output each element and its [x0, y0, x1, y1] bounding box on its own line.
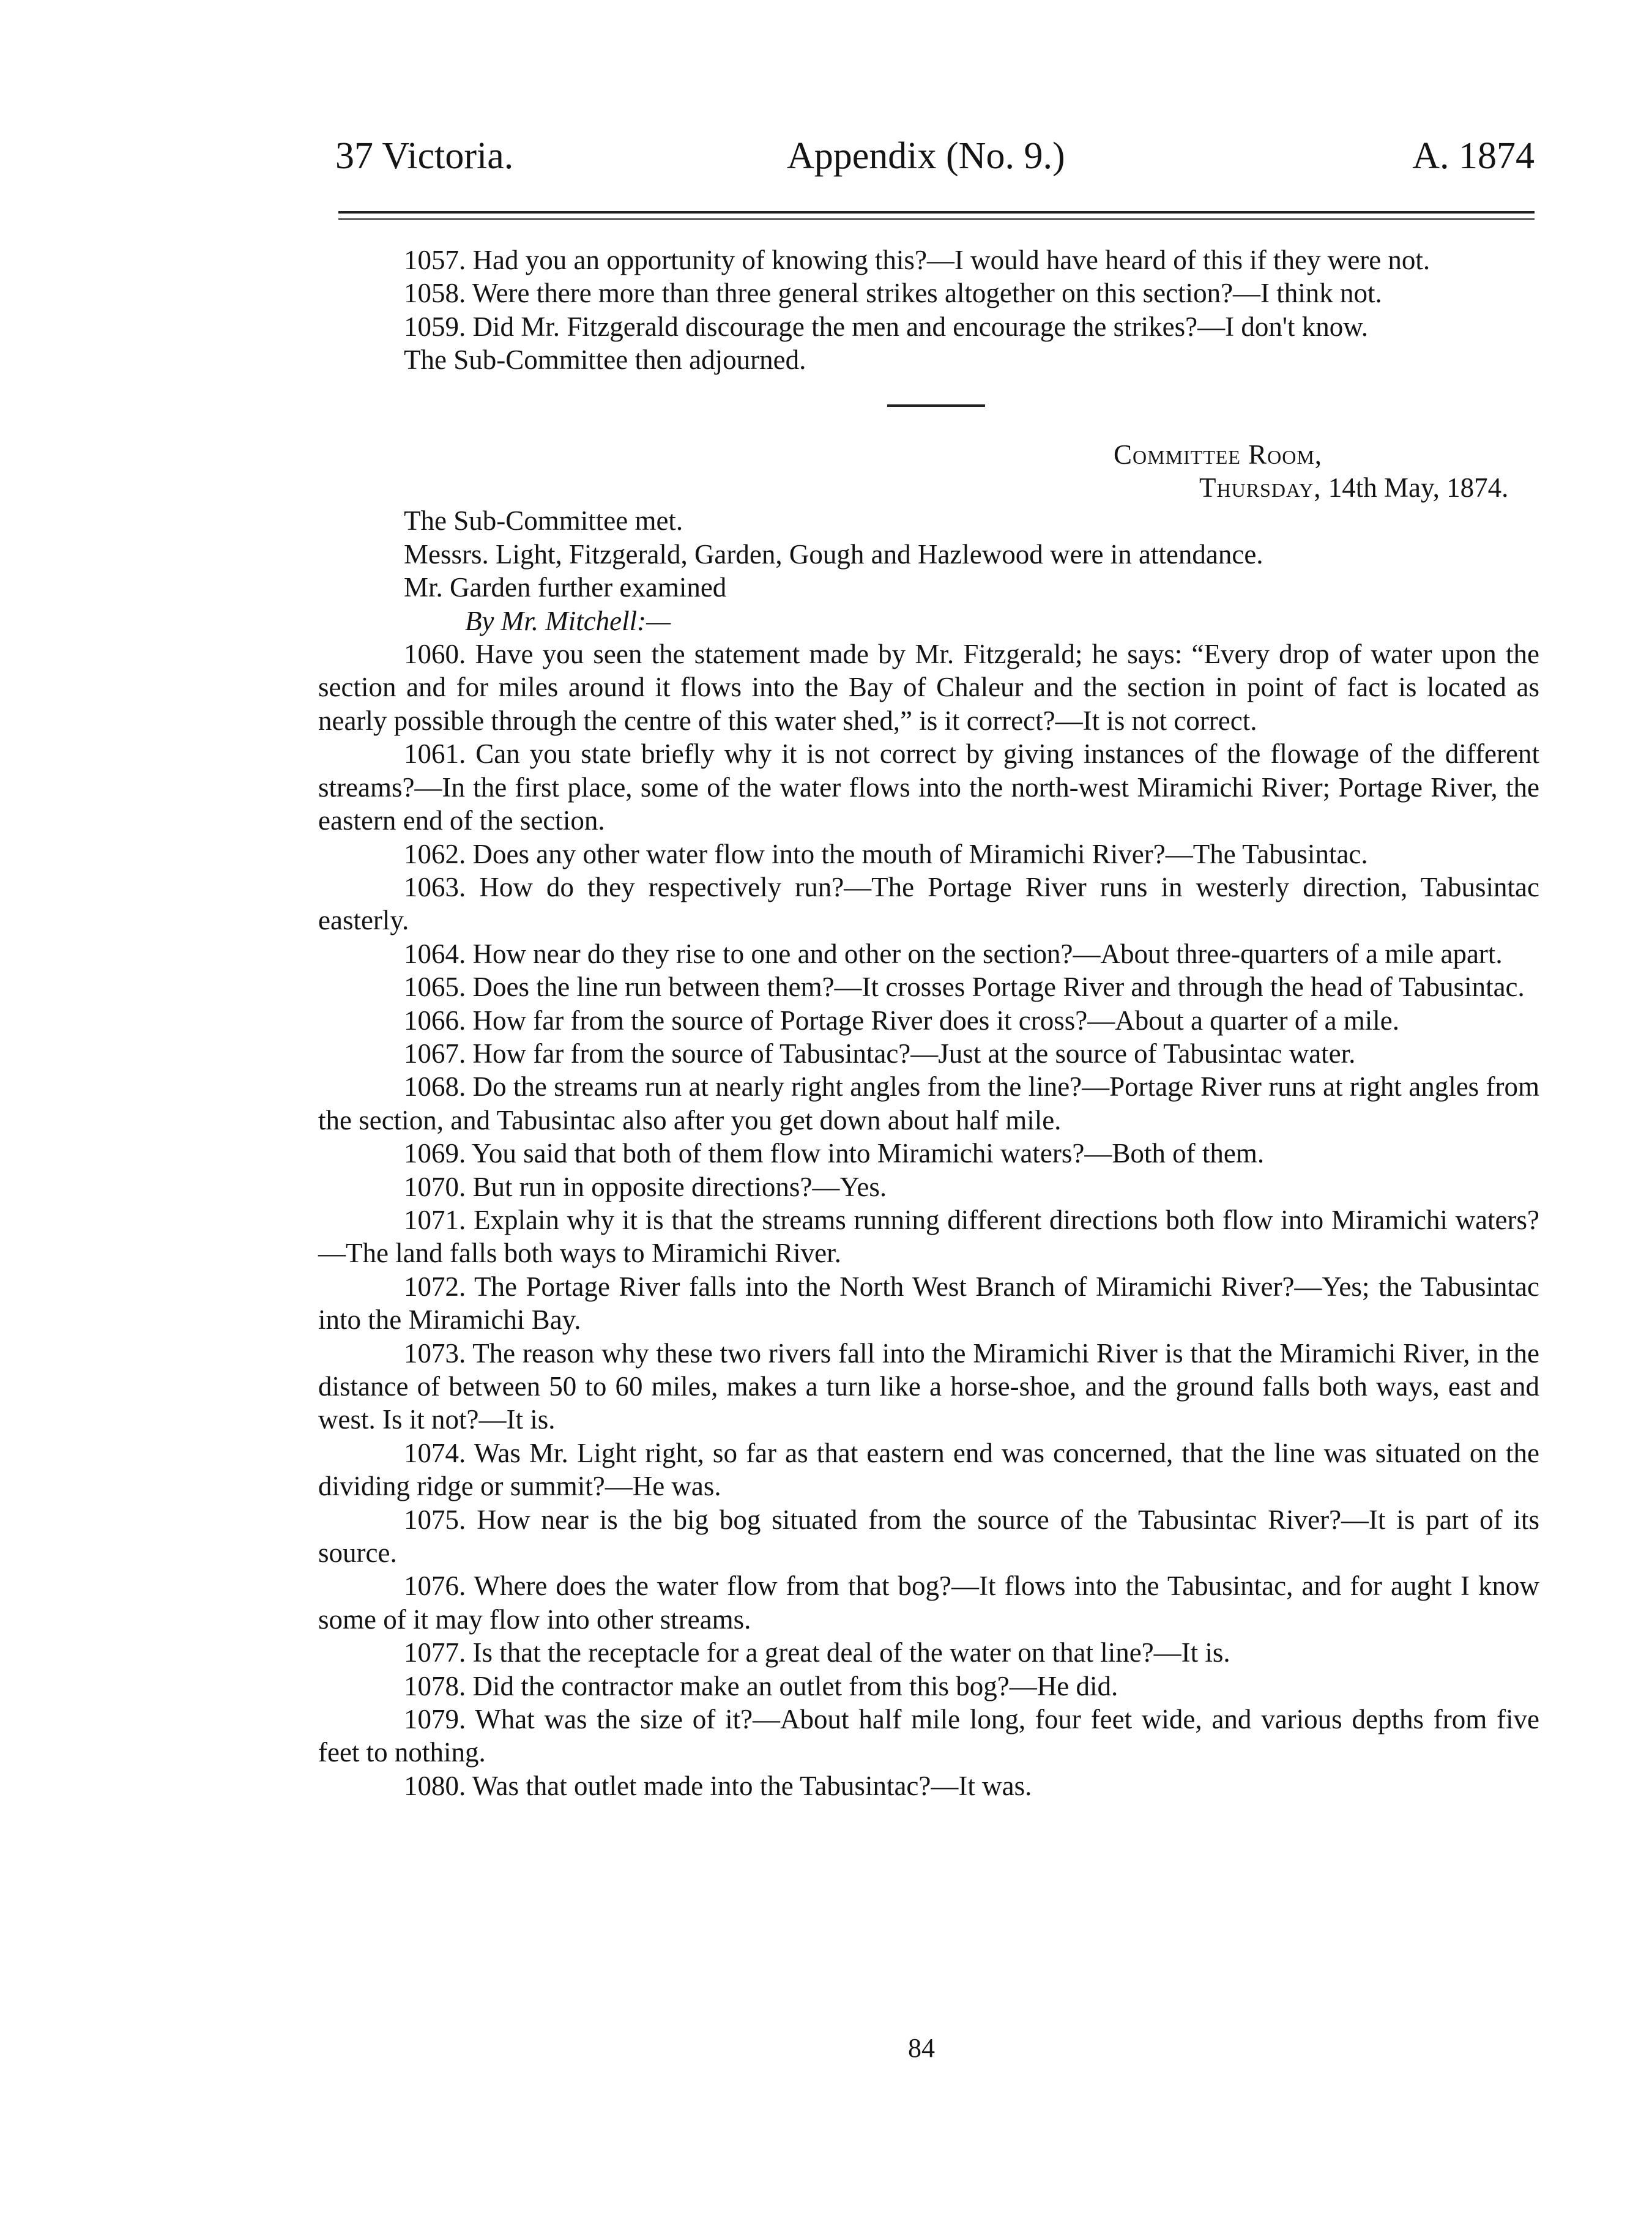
question-1058: 1058. Were there more than three general strikes altogether on this section?—I think not.: [404, 278, 1382, 309]
question-1077: 1077. Is that the receptacle for a great deal of the water on that line?—It is.: [404, 1637, 1230, 1668]
question-1071: 1071. Explain why it is that the streams running different directions both flow into Miramichi waters?—The land falls both ways to Miramichi River.: [318, 1204, 1539, 1269]
question-1079: 1079. What was the size of it?—About half mile long, four feet wide, and various depths from five feet to nothing.: [318, 1704, 1539, 1768]
question-1068: 1068. Do the streams run at nearly right angles from the line?—Portage River runs at right angles from the section, and Tabusintac also after you get down about half mile.: [318, 1071, 1539, 1136]
question-1070: 1070. But run in opposite directions?—Yes.: [404, 1171, 887, 1202]
question-1076: 1076. Where does the water flow from that bog?—It flows into the Tabusintac, and for aught I know some of it may flow into other streams.: [318, 1571, 1539, 1635]
body-text: [318, 244, 1539, 1802]
section-divider: [318, 377, 1539, 438]
question-1073: 1073. The reason why these two rivers fall into the Miramichi River is that the Miramichi River, in the distance of between 50 to 60 miles, makes a turn like a horse-shoe, and the ground falls both ways, east and west. Is it not?—It is.: [318, 1337, 1539, 1435]
question-1059: 1059. Did Mr. Fitzgerald discourage the men and encourage the strikes?—I don't know.: [404, 311, 1369, 342]
page-number: 84: [908, 2033, 935, 2063]
divider-rule: [887, 404, 985, 407]
question-1080: 1080. Was that outlet made into the Tabusintac?—It was.: [404, 1770, 1032, 1801]
question-1074: 1074. Was Mr. Light right, so far as that eastern end was concerned, that the line was situated on the dividing ridge or summit?—He was.: [318, 1437, 1539, 1502]
question-1066: 1066. How far from the source of Portage River does it cross?—About a quarter of a mile.: [404, 1005, 1400, 1036]
question-1063: 1063. How do they respectively run?—The Portage River runs in westerly direction, Tabusintac easterly.: [318, 871, 1539, 936]
header-session: 37 Victoria.: [335, 135, 514, 177]
question-1057: 1057. Had you an opportunity of knowing this?—I would have heard of this if they were not.: [404, 245, 1431, 275]
meeting-met: The Sub-Committee met.: [404, 505, 683, 537]
meeting-date-text: 14th May, 1874.: [1328, 472, 1509, 504]
question-1067: 1067. How far from the source of Tabusintac?—Just at the source of Tabusintac water.: [404, 1038, 1356, 1069]
question-1069: 1069. You said that both of them flow into Miramichi waters?—Both of them.: [404, 1138, 1265, 1169]
question-1060: 1060. Have you seen the statement made by Mr. Fitzgerald; he says: “Every drop of water upon the section and for miles around it flows into the Bay of Chaleur and the section in point of fact is located as nearly possible through the centre of this water shed,” is it correct?—It is not correct.: [318, 639, 1539, 736]
question-1065: 1065. Does the line run between them?—It crosses Portage River and through the head of Tabusintac.: [404, 972, 1525, 1003]
meeting-attendance: Messrs. Light, Fitzgerald, Garden, Gough and Hazlewood were in attendance.: [404, 538, 1263, 570]
meeting-date: [318, 471, 1539, 504]
question-1075: 1075. How near is the big bog situated from the source of the Tabusintac River?—It is part of its source.: [318, 1504, 1539, 1569]
question-1078: 1078. Did the contractor make an outlet from this bog?—He did.: [404, 1670, 1118, 1701]
header-appendix: Appendix (No. 9.): [787, 135, 1065, 177]
question-1064: 1064. How near do they rise to one and other on the section?—About three-quarters of a mile apart.: [404, 938, 1503, 969]
question-1061: 1061. Can you state briefly why it is not correct by giving instances of the flowage of the different streams?—In the first place, some of the water flows into the north-west Miramichi River; Portage River, the eastern end of the section.: [318, 738, 1539, 836]
question-1072: 1072. The Portage River falls into the North West Branch of Miramichi River?—Yes; the Tabusintac into the Miramichi Bay.: [318, 1271, 1539, 1336]
meeting-witness: Mr. Garden further examined: [404, 572, 727, 603]
meeting-day: Thursday,: [1199, 472, 1322, 504]
question-1062: 1062. Does any other water flow into the mouth of Miramichi River?—The Tabusintac.: [404, 838, 1368, 869]
meeting-place: Committee Room,: [1114, 439, 1323, 470]
meeting-examiner: By Mr. Mitchell:—: [465, 605, 671, 636]
header-rule: [338, 211, 1535, 220]
running-header: [335, 122, 1535, 190]
header-year: A. 1874: [1412, 135, 1535, 177]
adjournment-note: The Sub-Committee then adjourned.: [404, 344, 806, 376]
